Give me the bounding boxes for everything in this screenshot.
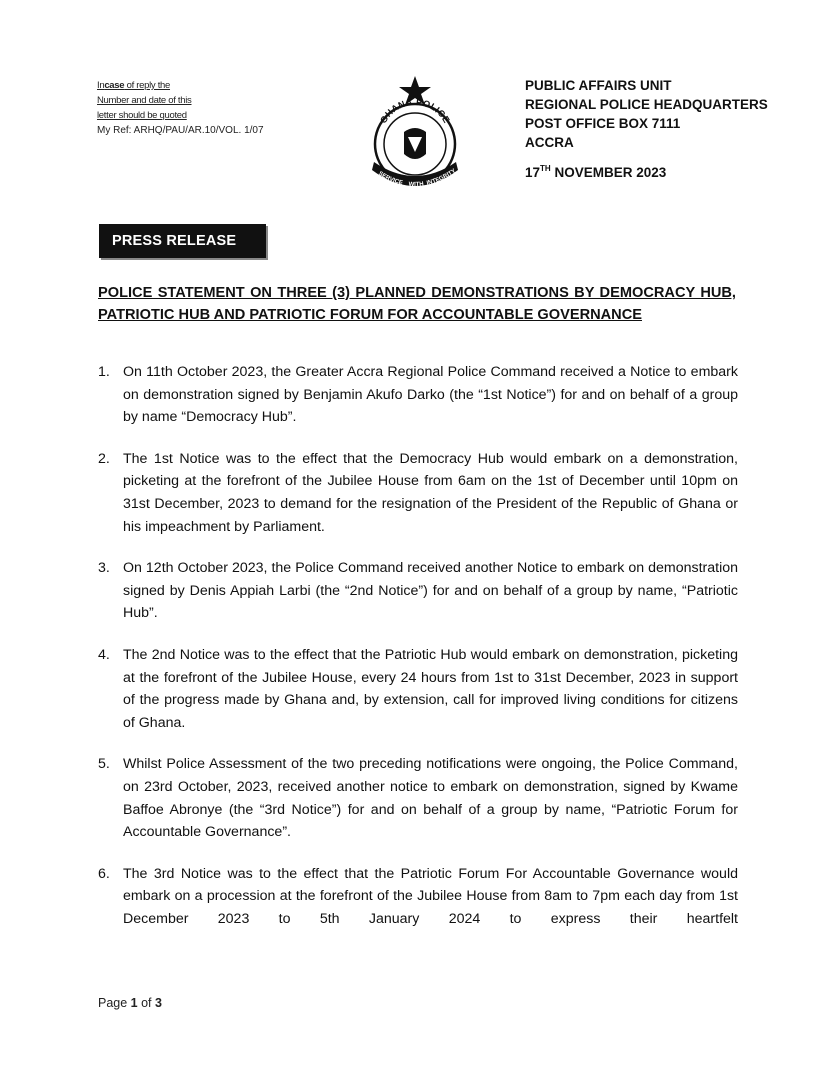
reply-instruction-line-3: letter should be quoted [97, 110, 187, 121]
item-text: On 11th October 2023, the Greater Accra Regional Police Command received a Notice to embark on demonstration signed by Benjamin Akufo Darko (the “1st Notice”) for and on behalf of a group by name “Democracy Hub”. [123, 364, 738, 426]
sender-address [525, 76, 768, 152]
address-line: REGIONAL POLICE HEADQUARTERS [525, 97, 768, 112]
item-text: The 3rd Notice was to the effect that the Patriotic Forum For Accountable Governance would embark on a procession at the forefront of the Jubilee House from 8am to 7pm each day from 1st December 2023 to 5th January 2024 to express their heartfelt [123, 865, 738, 927]
crest-motto-integrity: INTEGRITY [426, 168, 458, 187]
svg-text:GHANA POLICE [378, 97, 452, 125]
crest-motto-service: SERVICE [377, 170, 404, 187]
item-number: 3. [98, 560, 110, 577]
reply-instruction-line-2: Number and date of this [97, 95, 192, 106]
item-text: Whilst Police Assessment of the two preceding notifications were ongoing, the Police Command, on 23rd October, 2023, received another notice to embark on demonstration, signed by Kwame Baffoe Abronye (the “3rd Notice”) for and on behalf of a group by name, “Patriotic Forum for Accountable Governance”. [123, 756, 738, 841]
press-release-label: PRESS RELEASE [99, 224, 266, 258]
statement-item [98, 863, 738, 931]
reference-block [97, 78, 264, 138]
ghana-police-crest-icon [360, 74, 470, 194]
statement-item [98, 644, 738, 734]
item-number: 4. [98, 646, 110, 663]
page-number: Page 1 of 3 [98, 996, 162, 1010]
address-line: ACCRA [525, 135, 574, 150]
item-number: 1. [98, 364, 110, 380]
release-date: 17TH NOVEMBER 2023 [525, 164, 667, 180]
statement-items [98, 361, 738, 930]
item-number: 2. [98, 450, 110, 467]
item-text: The 2nd Notice was to the effect that the Patriotic Hub would embark on demonstration, picketing at the forefront of the Jubilee House, every 24 hours from 1st to 31st December, 2023 in support of the progress made by Ghana and, by extension, call for improved living conditions for citizens of Ghana. [123, 646, 738, 731]
crest-title: GHANA POLICE [378, 96, 452, 126]
my-reference: My Ref: ARHQ/PAU/AR.10/VOL. 1/07 [97, 125, 264, 136]
address-line: POST OFFICE BOX 7111 [525, 116, 681, 131]
statement-item [98, 361, 738, 429]
item-text: On 12th October 2023, the Police Command received another Notice to embark on demonstration signed by Denis Appiah Larbi (the “2nd Notice”) for and on behalf of a group by name, “Patriotic Hub”. [123, 560, 738, 622]
statement-item [98, 557, 738, 625]
crest-motto-with: WITH [408, 181, 425, 189]
item-number: 6. [98, 865, 110, 882]
statement-item [98, 753, 738, 843]
reply-instruction-line-1: Incase of reply the [97, 80, 171, 91]
svg-text:WITH [408, 181, 424, 188]
statement-item [98, 448, 738, 538]
statement-heading: POLICE STATEMENT ON THREE (3) PLANNED DEMONSTRATIONS BY DEMOCRACY HUB, PATRIOTIC HUB AND PATRIOTIC FORUM FOR ACCOUNTABLE GOVERNANCE [98, 285, 736, 323]
address-line: PUBLIC AFFAIRS UNIT [525, 78, 672, 93]
item-number: 5. [98, 756, 110, 773]
item-text: The 1st Notice was to the effect that the Democracy Hub would embark on a demonstration, picketing at the forefront of the Jubilee House from 6am on the 1st of December until 10pm on 31st December, 2023 to demand for the resignation of the President of the Republic of Ghana or his impeachment by Parliament. [123, 450, 738, 535]
